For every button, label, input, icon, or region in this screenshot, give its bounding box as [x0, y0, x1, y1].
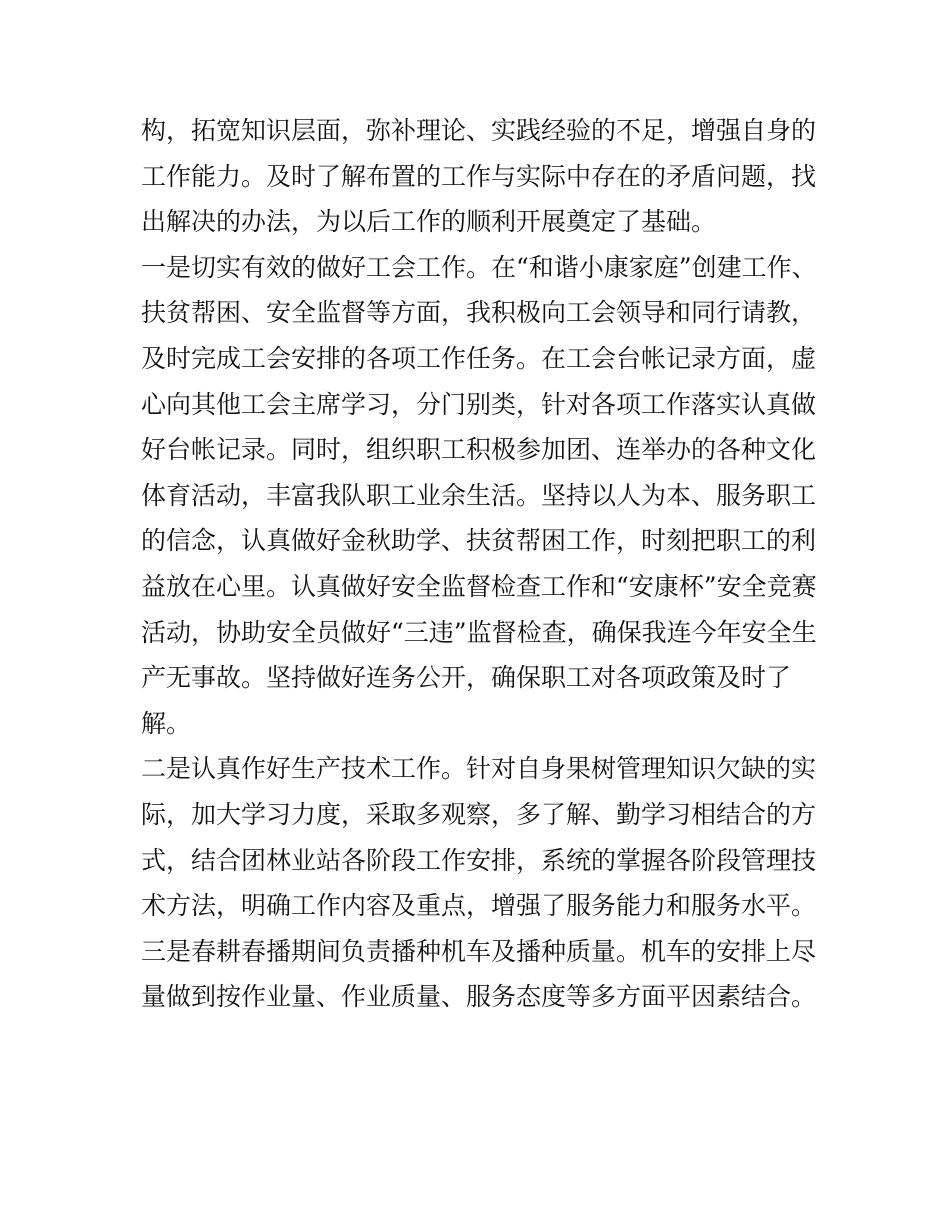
text-line: 产无事故。坚持做好连务公开，确保职工对各项政策及时了	[141, 663, 792, 693]
text-line: 一是切实有效的做好工会工作。在“和谐小康家庭”创建工作、	[141, 252, 817, 282]
text-line: 术方法，明确工作内容及重点，增强了服务能力和服务水平。	[141, 891, 817, 921]
text-line: 际，加大学习力度，采取多观察，多了解、勤学习相结合的方	[141, 799, 817, 829]
text-line: 出解决的办法，为以后工作的顺利开展奠定了基础。	[141, 207, 717, 237]
text-line: 活动，协助安全员做好“三违”监督检查，确保我连今年安全生	[141, 617, 817, 647]
text-line: 心向其他工会主席学习，分门别类，针对各项工作落实认真做	[141, 389, 817, 419]
text-line: 式，结合团林业站各阶段工作安排，系统的掌握各阶段管理技	[141, 845, 817, 875]
text-line: 益放在心里。认真做好安全监督检查工作和“安康杯”安全竞赛	[141, 571, 817, 601]
text-line: 好台帐记录。同时，组织职工积极参加团、连举办的各种文化	[141, 435, 817, 465]
text-line: 的信念，认真做好金秋助学、扶贫帮困工作，时刻把职工的利	[141, 526, 817, 556]
text-line: 及时完成工会安排的各项工作任务。在工会台帐记录方面，虚	[141, 343, 817, 373]
text-line: 量做到按作业量、作业质量、服务态度等多方面平因素结合。	[141, 982, 817, 1012]
text-line: 扶贫帮困、安全监督等方面，我积极向工会领导和同行请教，	[141, 298, 817, 328]
text-line: 三是春耕春播期间负责播种机车及播种质量。机车的安排上尽	[141, 936, 817, 966]
text-line: 构，拓宽知识层面，弥补理论、实践经验的不足，增强自身的	[141, 116, 817, 145]
document-body	[141, 108, 821, 1020]
text-line: 二是认真作好生产技术工作。针对自身果树管理知识欠缺的实	[141, 754, 817, 784]
text-line: 工作能力。及时了解布置的工作与实际中存在的矛盾问题，找	[141, 161, 817, 191]
text-line: 体育活动，丰富我队职工业余生活。坚持以人为本、服务职工	[141, 480, 817, 510]
text-line: 解。	[141, 708, 192, 738]
